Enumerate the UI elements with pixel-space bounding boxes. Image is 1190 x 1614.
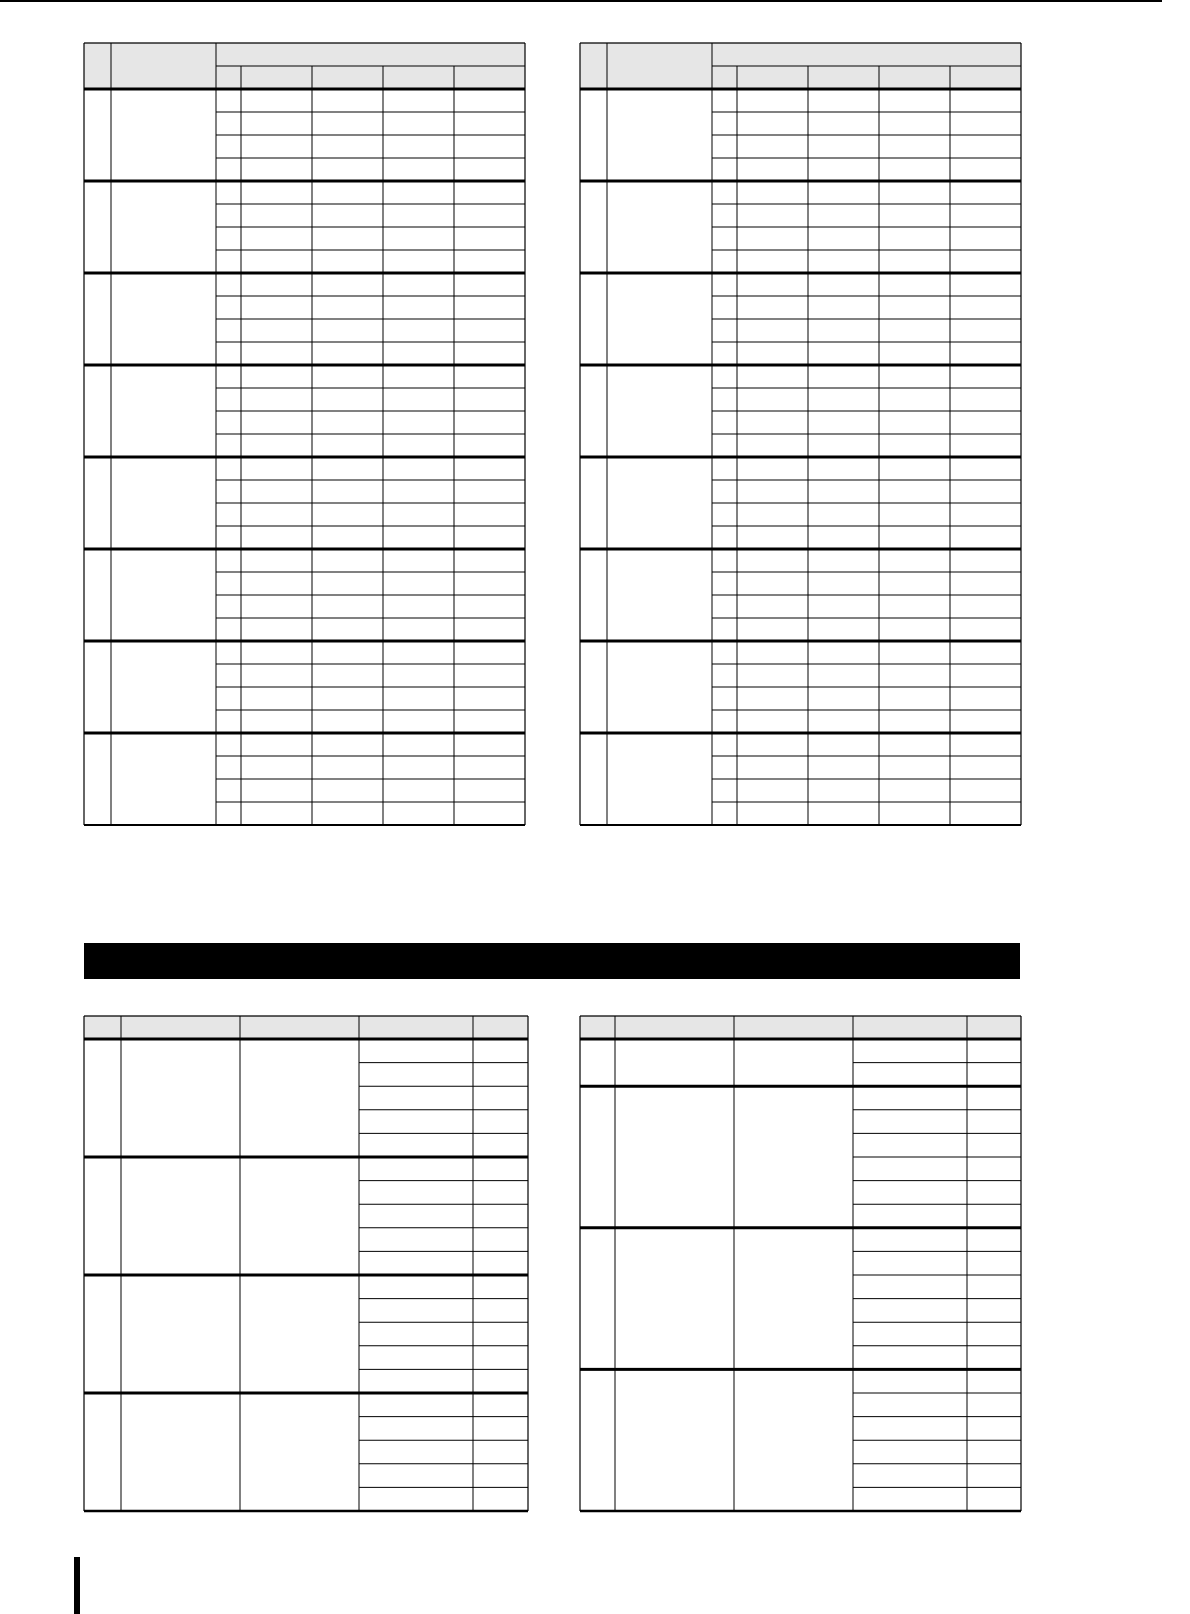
header-row bbox=[84, 1016, 528, 1039]
table-body bbox=[84, 43, 525, 825]
page-edge-bar bbox=[74, 1557, 80, 1614]
top-rule bbox=[0, 0, 1162, 2]
top-left-table bbox=[83, 42, 526, 826]
table-body bbox=[580, 43, 1021, 825]
bottom-right-table bbox=[579, 1015, 1022, 1512]
bottom-left-table bbox=[83, 1015, 529, 1512]
table-body bbox=[580, 1016, 1021, 1511]
table-body bbox=[84, 1016, 528, 1511]
top-right-table bbox=[579, 42, 1022, 826]
section-banner bbox=[84, 943, 1020, 979]
header-row bbox=[580, 1016, 1021, 1039]
